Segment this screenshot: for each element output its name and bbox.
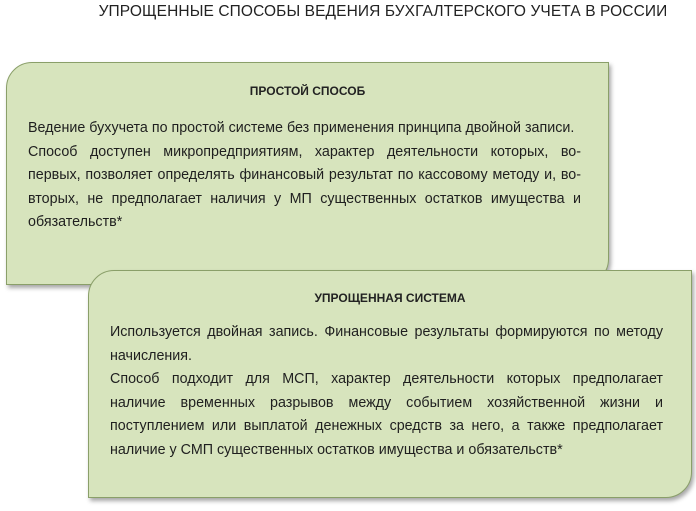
simplified-system-card	[88, 270, 692, 498]
card-title: ПРОСТОЙ СПОСОБ	[249, 84, 366, 98]
card-paragraph: Ведение бухучета по простой системе без применения принципа двойной записи.	[28, 120, 575, 136]
card-paragraph: Способ подходит для МСП, характер деятельности которых предполагает наличие временных разрывов между событием хозяйственной жизни и поступлением или выплатой денежных средств за него, а также предполагает наличие у СМП существенных остатков имущества и обязательств*	[110, 371, 663, 458]
card-title: УПРОЩЕННАЯ СИСТЕМА	[314, 291, 466, 305]
card-paragraph: Способ доступен микропредприятиям, характер деятельности которых, во-первых, позволяет определять финансовый результат по кассовому методу и, во-вторых, не предполагает наличия у МП существенных остатков имущества и обязательств*	[28, 143, 581, 230]
simple-method-card	[6, 62, 609, 285]
card-body	[28, 117, 581, 235]
card-body	[110, 321, 663, 462]
card-paragraph: Используется двойная запись. Финансовые результаты формируются по методу начисления.	[110, 324, 663, 364]
page-title: УПРОЩЕННЫЕ СПОСОБЫ ВЕДЕНИЯ БУХГАЛТЕРСКОГО УЧЕТА В РОССИИ	[98, 3, 668, 20]
